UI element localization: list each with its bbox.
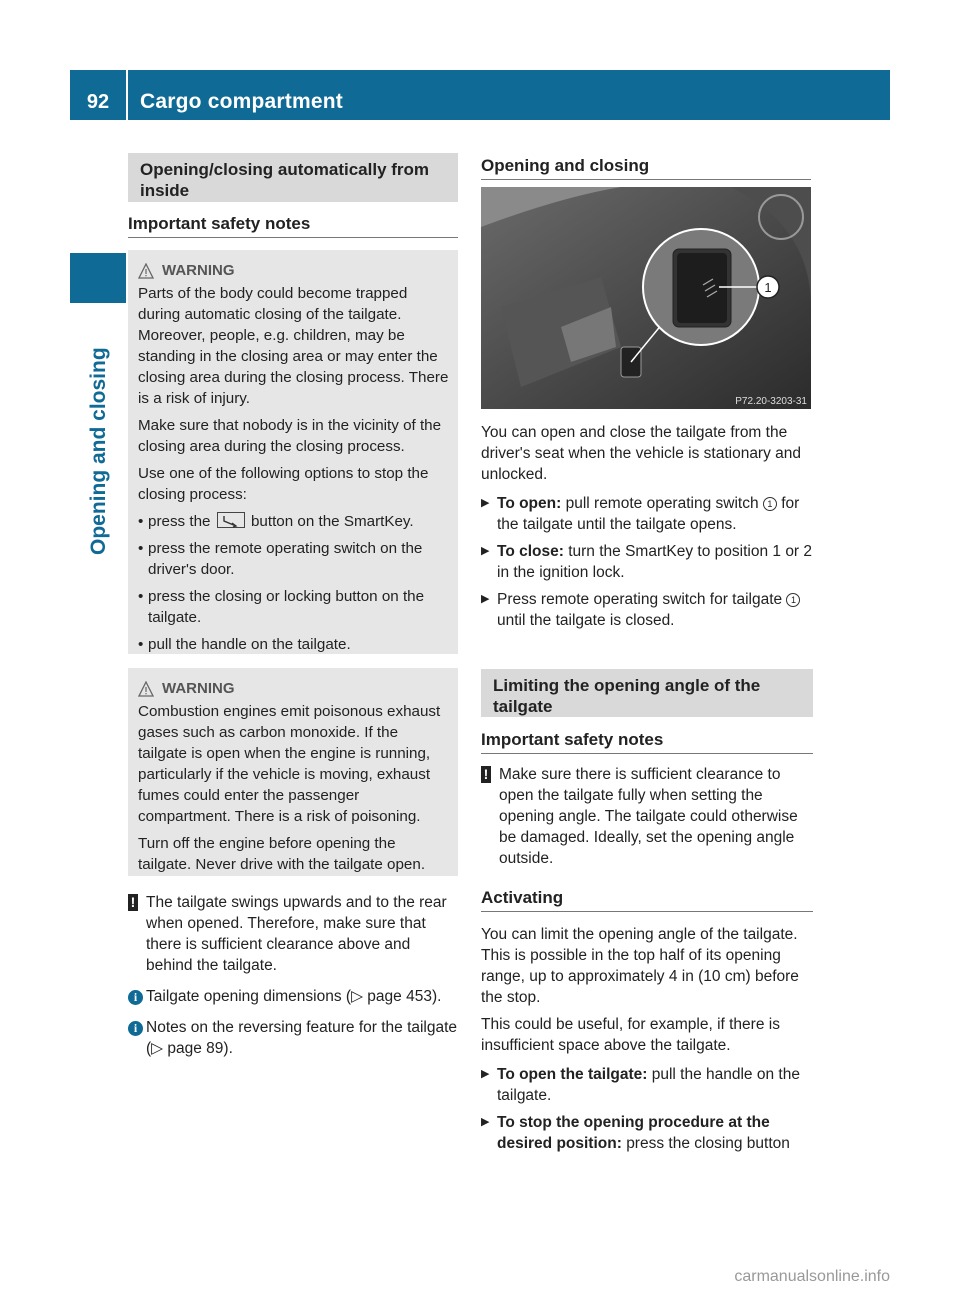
arrow-icon: ▶ [481,497,490,509]
door-panel-illustration [481,187,811,409]
right-column [481,153,811,180]
section-heading: Limiting the opening angle of the tailgate [481,669,813,717]
body-text: You can limit the opening angle of the tailgate. This is possible in the top half of its opening range, up to approximately 4 in (10 cm) before the stop. [481,926,799,1006]
note-text: Make sure there is sufficient clearance to open the tailgate fully when setting the opening angle. The tailgate could otherwise be damaged. Ideally, set the opening angle outside. [499,766,798,867]
warning-text: Use one of the following options to stop the closing process: [138,465,429,503]
caution-note [481,764,813,869]
info-icon: i [128,1021,143,1036]
info-icon: i [128,990,143,1005]
step-label: To stop the opening procedure at the desired position: [497,1114,770,1152]
exclamation-icon: ! [128,894,138,911]
warning-title [138,260,449,281]
header-divider [126,70,128,120]
arrow-icon: ▶ [481,1068,490,1080]
step-text: turn the SmartKey to position 1 or 2 in the ignition lock. [497,543,813,581]
page-number: 92 [86,91,110,113]
callout-1-icon: 1 [786,593,800,607]
warning-triangle-icon [138,263,154,279]
warning-box [128,250,458,654]
left-column [128,153,458,1069]
info-note [128,1017,458,1059]
list-item: • press the closing or locking button on the tailgate. [138,586,449,628]
step-item [481,589,813,631]
arrow-icon: ▶ [481,1116,490,1128]
footer-watermark: carmanualsonline.info [734,1268,890,1285]
caution-note [128,892,458,976]
tailgate-key-icon [217,512,245,528]
step-label: To open the tailgate: [497,1066,648,1083]
bullet-text: press the closing or locking button on the tailgate. [148,588,425,626]
side-tab-marker [70,253,126,303]
warning-triangle-icon [138,681,154,697]
exclamation-icon: ! [481,766,491,783]
warning-text: Make sure that nobody is in the vicinity of the closing area during the closing process. [138,417,442,455]
note-text[interactable]: Notes on the reversing feature for the tailgate (▷ page 89). [146,1019,458,1057]
warning-title-text: WARNING [162,680,235,697]
section-heading: Opening/closing automatically from inside [128,153,458,202]
step-label: To open: [497,495,562,512]
step-text: pull the handle on the tailgate. [497,1066,800,1104]
step-text: for the tailgate until the tailgate opens. [497,495,800,533]
bullet-text: press the [148,513,211,530]
right-column-body [481,422,813,1160]
warning-box [128,668,458,876]
bullet-text: pull the handle on the tailgate. [148,636,351,653]
step-text: until the tailgate is closed. [497,612,675,629]
step-label: To close: [497,543,564,560]
warning-text: Combustion engines emit poisonous exhaust gases such as carbon monoxide. If the tailgate is open when the engine is running, particularly if the vehicle is moving, exhaust fumes could enter the passenger compartment. There is a risk of poisoning. [138,703,441,825]
warning-title-text: WARNING [162,262,235,279]
step-item [481,1112,813,1154]
intro-text: You can open and close the tailgate from the driver's seat when the vehicle is stationary and unlocked. [481,424,802,483]
figure-code: P72.20-3203-31 [735,396,807,407]
subheading: Important safety notes [481,729,813,754]
svg-text:1: 1 [764,280,772,295]
side-tab [84,315,114,555]
door-switch-photo [481,187,811,409]
step-text: press the closing button [626,1135,790,1152]
warning-text: Turn off the engine before opening the tailgate. Never drive with the tailgate open. [138,835,426,873]
list-item: • press the button on the SmartKey. [138,513,414,530]
warning-text: Parts of the body could become trapped during automatic closing of the tailgate. Moreover, people, e.g. children, may be standing in the closing area or may enter the closing area during the closing process. There is a risk of injury. [138,285,449,407]
bullet-text: press the remote operating switch on the driver's door. [148,540,423,578]
list-item: • press the remote operating switch on the driver's door. [138,538,449,580]
step-item [481,493,813,535]
note-text: The tailgate swings upwards and to the rear when opened. Therefore, make sure that there is sufficient clearance above and behind the tailgate. [146,894,447,974]
callout-1-icon: 1 [763,497,777,511]
list-item: • pull the handle on the tailgate. [138,636,351,653]
bullet-text: button on the SmartKey. [250,513,414,530]
info-note [128,986,458,1007]
subheading: Important safety notes [128,213,458,238]
step-item [481,1064,813,1106]
warning-title [138,678,449,699]
note-text[interactable]: Tailgate opening dimensions (▷ page 453). [146,988,442,1005]
arrow-icon: ▶ [481,593,490,605]
arrow-icon: ▶ [481,545,490,557]
subheading: Activating [481,887,813,912]
step-text: pull remote operating switch [565,495,759,512]
subheading: Opening and closing [481,155,811,180]
side-tab-label: Opening and closing [87,347,110,555]
step-text: Press remote operating switch for tailgate [497,591,783,608]
body-text: This could be useful, for example, if there is insufficient space above the tailgate. [481,1016,780,1054]
step-item [481,541,813,583]
page-title: Cargo compartment [140,90,343,113]
